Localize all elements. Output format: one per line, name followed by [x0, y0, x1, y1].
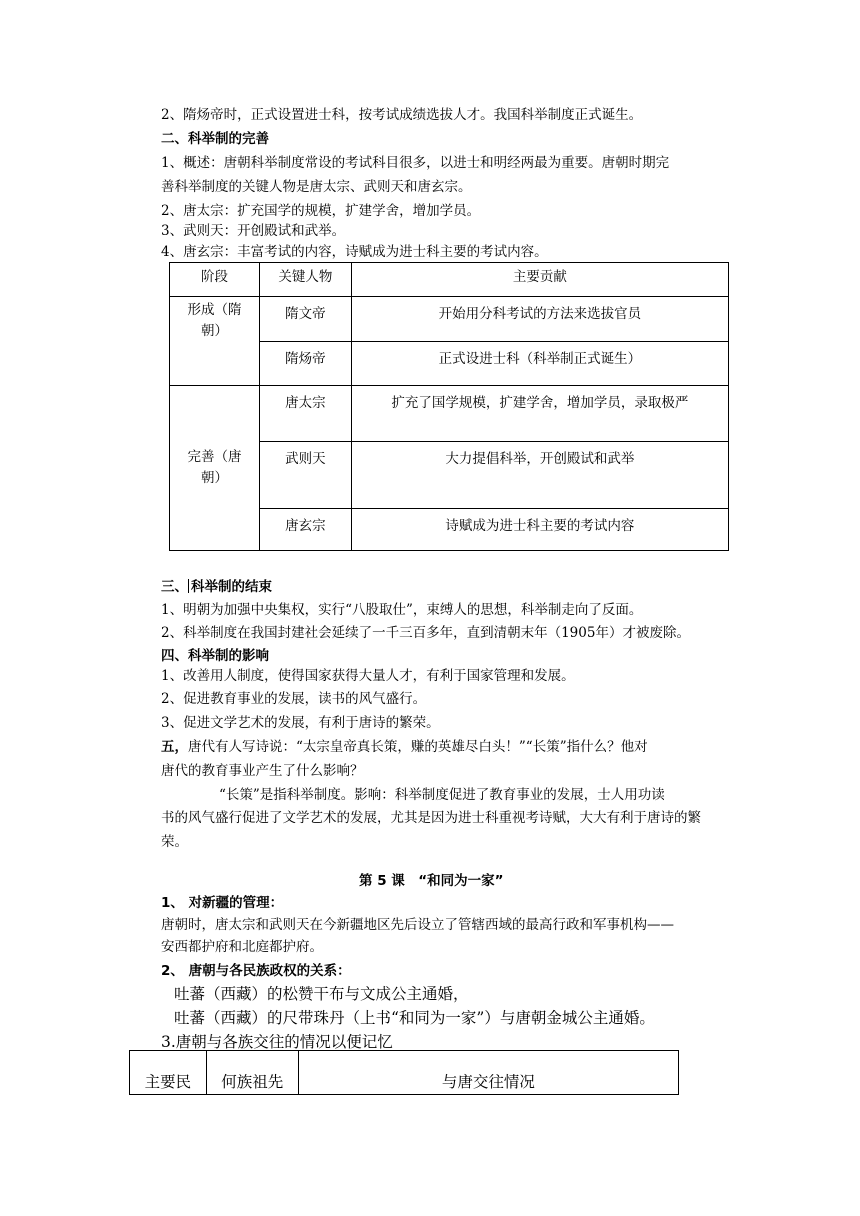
table2-header-relations: 与唐交往情况: [298, 1051, 678, 1095]
l5-heading-2: 2、 唐朝与各民族政权的关系：: [161, 963, 351, 979]
table-header-stage: 阶段: [170, 263, 260, 297]
table-cell-contribution: 诗赋成为进士科主要的考试内容: [351, 509, 728, 551]
l5-heading-3: 3.唐朝与各族交往的情况以便记忆: [161, 1033, 393, 1051]
s5-answer-c: 荣。: [161, 834, 188, 850]
lesson5-title: 第 5 课 “和同为一家”: [359, 873, 504, 889]
text-cursor: [188, 579, 189, 593]
s5-answer-b: 书的风气盛行促进了文学艺术的发展，尤其是因为进士科重视考诗赋，大大有利于唐诗的繁: [161, 810, 701, 826]
s1-item2: 2、隋炀帝时，正式设置进士科，按考试成绩选拔人才。我国科举制度正式诞生。: [161, 107, 643, 123]
table-cell-contribution: 大力提倡科举，开创殿试和武举: [351, 442, 728, 509]
stage-formation: 形成（隋朝）: [170, 297, 260, 386]
s4-item2: 2、促进教育事业的发展，读书的风气盛行。: [161, 691, 427, 707]
s4-item1: 1、改善用人制度，使得国家获得大量人才，有利于国家管理和发展。: [161, 668, 575, 684]
s4-item3: 3、促进文学艺术的发展，有利于唐诗的繁荣。: [161, 715, 440, 731]
s4-title: 四、科举制的影响: [161, 648, 269, 664]
s5-question-a: 五，唐代有人写诗说：“太宗皇帝真长策，赚的英雄尽白头！”“长策”指什么？他对: [161, 739, 648, 755]
s2-item2: 2、唐太宗：扩充国学的规模，扩建学舍，增加学员。: [161, 203, 481, 219]
s2-title: 二、科举制的完善: [161, 131, 269, 147]
s2-item1-a: 1、概述：唐朝科举制度常设的考试科目很多，以进士和明经两最为重要。唐朝时期完: [161, 155, 670, 171]
stage-perfection: 完善（唐朝）: [170, 386, 260, 551]
s2-item3: 3、武则天：开创殿试和武举。: [161, 223, 346, 239]
s5-answer-a: “长策”是指科举制度。影响：科举制度促进了教育事业的发展，士人用功读: [219, 787, 665, 803]
table-cell-person: 武则天: [259, 442, 351, 509]
table-header-contribution: 主要贡献: [351, 263, 728, 297]
table-cell-person: 隋炀帝: [259, 342, 351, 386]
s5-question-b: 唐代的教育事业产生了什么影响？: [161, 763, 364, 779]
table-cell-contribution: 正式设进士科（科举制正式诞生）: [351, 342, 728, 386]
table2-header-ancestor: 何族祖先: [206, 1051, 298, 1095]
l5-heading-1: 1、 对新疆的管理：: [161, 895, 284, 911]
l5-para2-b: 吐蕃（西藏）的尺带珠丹（上书“和同为一家”）与唐朝金城公主通婚。: [174, 1009, 655, 1027]
table-header-person: 关键人物: [259, 263, 351, 297]
ethnic-relations-table: [129, 1050, 679, 1095]
s2-item1-b: 善科举制度的关键人物是唐太宗、武则天和唐玄宗。: [161, 179, 472, 195]
table-cell-person: 隋文帝: [259, 297, 351, 342]
s3-item1: 1、明朝为加强中央集权，实行“八股取仕”，束缚人的思想，科举制走向了反面。: [161, 602, 643, 618]
table-cell-contribution: 扩充了国学规模，扩建学舍，增加学员，录取极严: [351, 386, 728, 442]
s2-item4: 4、唐玄宗：丰富考试的内容，诗赋成为进士科主要的考试内容。: [161, 244, 548, 260]
l5-para2-a: 吐蕃（西藏）的松赞干布与文成公主通婚，: [174, 985, 469, 1003]
l5-para1-b: 安西都护府和北庭都护府。: [161, 939, 323, 955]
s3-item2: 2、科举制度在我国封建社会延续了一千三百多年，直到清朝末年（1905年）才被废除。: [161, 625, 690, 641]
exam-history-table: [169, 262, 729, 551]
s3-title: 三、 科举制的结束: [161, 579, 272, 595]
table-cell-person: 唐太宗: [259, 386, 351, 442]
table-cell-contribution: 开始用分科考试的方法来选拔官员: [351, 297, 728, 342]
table2-header-ethnic: 主要民: [130, 1051, 207, 1095]
l5-para1-a: 唐朝时，唐太宗和武则天在今新疆地区先后设立了管辖西域的最高行政和军事机构——: [161, 917, 674, 933]
table-cell-person: 唐玄宗: [259, 509, 351, 551]
